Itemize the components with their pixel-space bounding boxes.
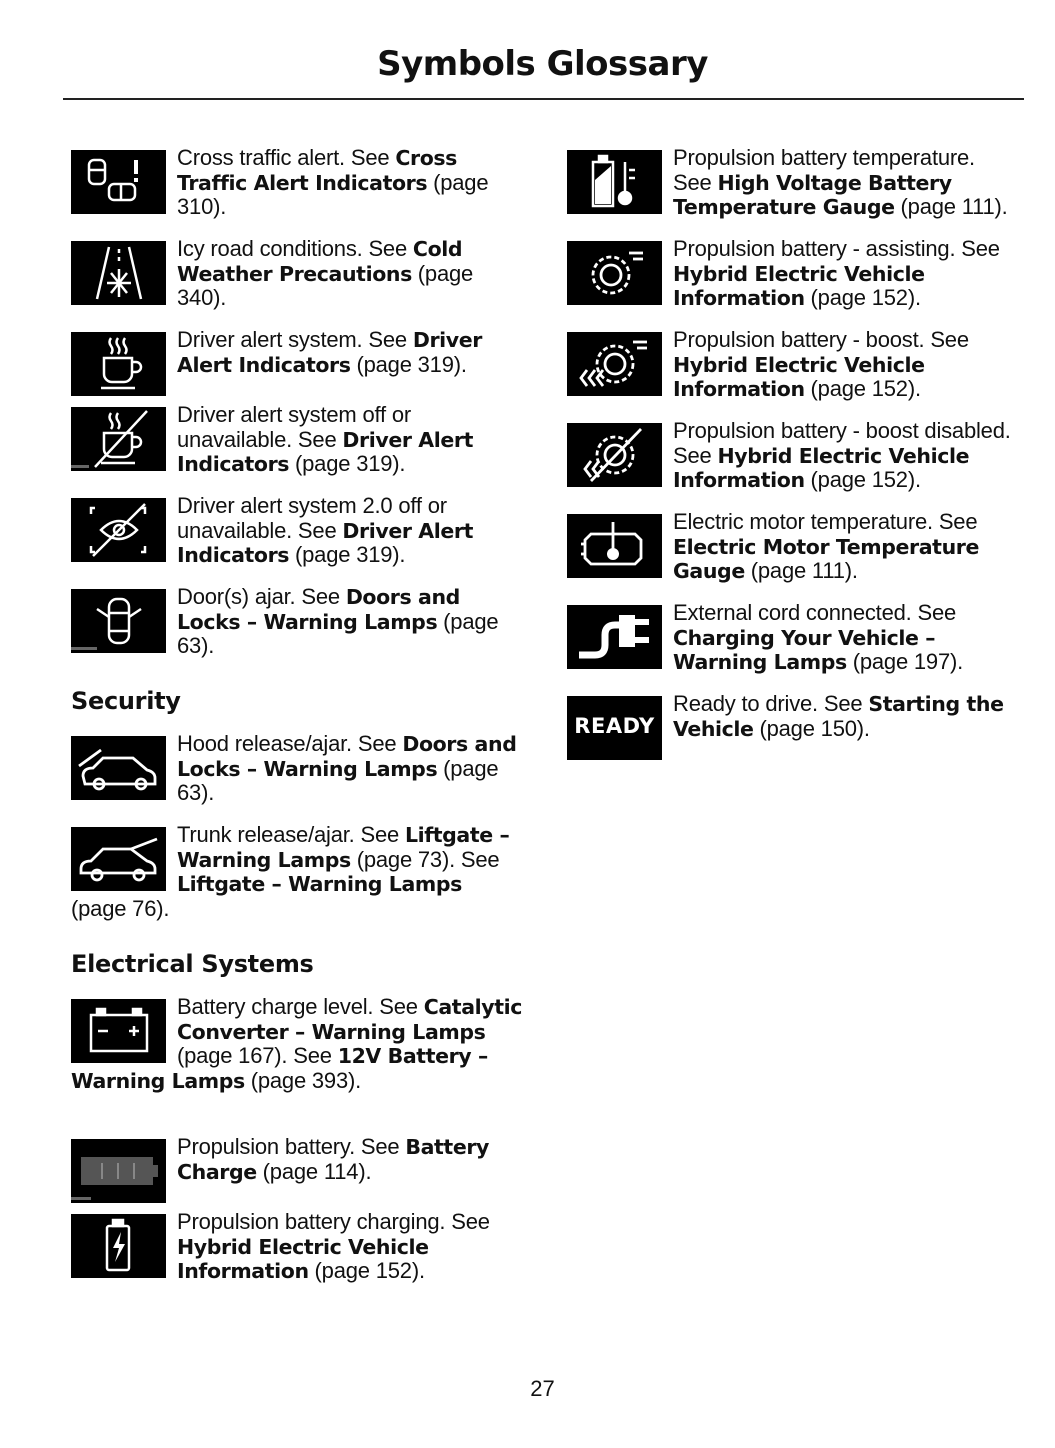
battery-assisting-icon <box>567 241 662 305</box>
title-divider <box>63 98 1024 100</box>
entry-propulsion-battery: Propulsion battery. See Battery Charge (page 114). <box>71 1135 523 1207</box>
battery-boost-icon <box>567 332 662 396</box>
entry-cross-traffic: Cross traffic alert. See Cross Traffic Alert Indicators (page 310). <box>71 146 523 220</box>
page-title: Symbols Glossary <box>377 44 708 84</box>
entry-battery-temperature: Propulsion battery temperature. See High Voltage Battery Temperature Gauge (page 111). <box>567 146 1019 220</box>
external-cord-icon <box>567 605 662 669</box>
entry-external-cord: External cord connected. See Charging Your Vehicle – Warning Lamps (page 197). <box>567 601 1019 675</box>
trunk-ajar-icon <box>71 827 166 891</box>
entry-battery-boost: Propulsion battery - boost. See Hybrid Electric Vehicle Information (page 152). <box>567 328 1019 402</box>
entry-driver-alert: Driver alert system. See Driver Alert Indicators (page 319). <box>71 328 523 400</box>
battery-charge-icon <box>71 999 166 1063</box>
entry-door-ajar: Door(s) ajar. See Doors and Locks – Warning Lamps (page 63). <box>71 585 523 659</box>
icy-road-icon <box>71 241 166 305</box>
ready-label: READY <box>574 714 655 738</box>
eye-off-icon <box>71 498 166 562</box>
motor-temperature-icon <box>567 514 662 578</box>
entry-ready: READY Ready to drive. See Starting the Vehicle (page 150). <box>567 692 1019 764</box>
entry-battery-charge: Battery charge level. See Catalytic Converter – Warning Lamps (page 167). See 12V Battery – Warning Lamps (page 393). <box>71 994 522 1093</box>
entry-battery-assisting: Propulsion battery - assisting. See Hybrid Electric Vehicle Information (page 152). <box>567 237 1019 311</box>
ready-indicator-icon <box>567 696 662 760</box>
battery-boost-disabled-icon <box>567 423 662 487</box>
coffee-cup-icon <box>71 332 166 396</box>
section-heading-security: Security <box>71 687 181 715</box>
battery-temperature-icon <box>567 150 662 214</box>
cross-traffic-alert-icon <box>71 150 166 214</box>
entry-trunk: Trunk release/ajar. See Liftgate – Warning Lamps (page 73). See Liftgate – Warning Lamps (page 76). <box>71 822 510 921</box>
entry-icy-road: Icy road conditions. See Cold Weather Precautions (page 340). <box>71 237 523 311</box>
entry-battery-charging: Propulsion battery charging. See Hybrid Electric Vehicle Information (page 152). <box>71 1210 523 1284</box>
entry-driver-alert-2-off: Driver alert system 2.0 off or unavailable. See Driver Alert Indicators (page 319). <box>71 494 523 568</box>
propulsion-battery-icon <box>71 1139 166 1203</box>
battery-charging-icon <box>71 1214 166 1278</box>
section-heading-electrical: Electrical Systems <box>71 950 314 978</box>
entry-driver-alert-off: Driver alert system off or unavailable. See Driver Alert Indicators (page 319). <box>71 403 523 477</box>
entry-hood: Hood release/ajar. See Doors and Locks – Warning Lamps (page 63). <box>71 732 523 806</box>
entry-battery-boost-disabled: Propulsion battery - boost disabled. See Hybrid Electric Vehicle Information (page 152). <box>567 419 1019 493</box>
page-number: 27 <box>530 1376 555 1401</box>
entry-motor-temperature: Electric motor temperature. See Electric Motor Temperature Gauge (page 111). <box>567 510 1019 584</box>
door-ajar-icon <box>71 589 166 653</box>
hood-ajar-icon <box>71 736 166 800</box>
coffee-cup-off-icon <box>71 407 166 471</box>
